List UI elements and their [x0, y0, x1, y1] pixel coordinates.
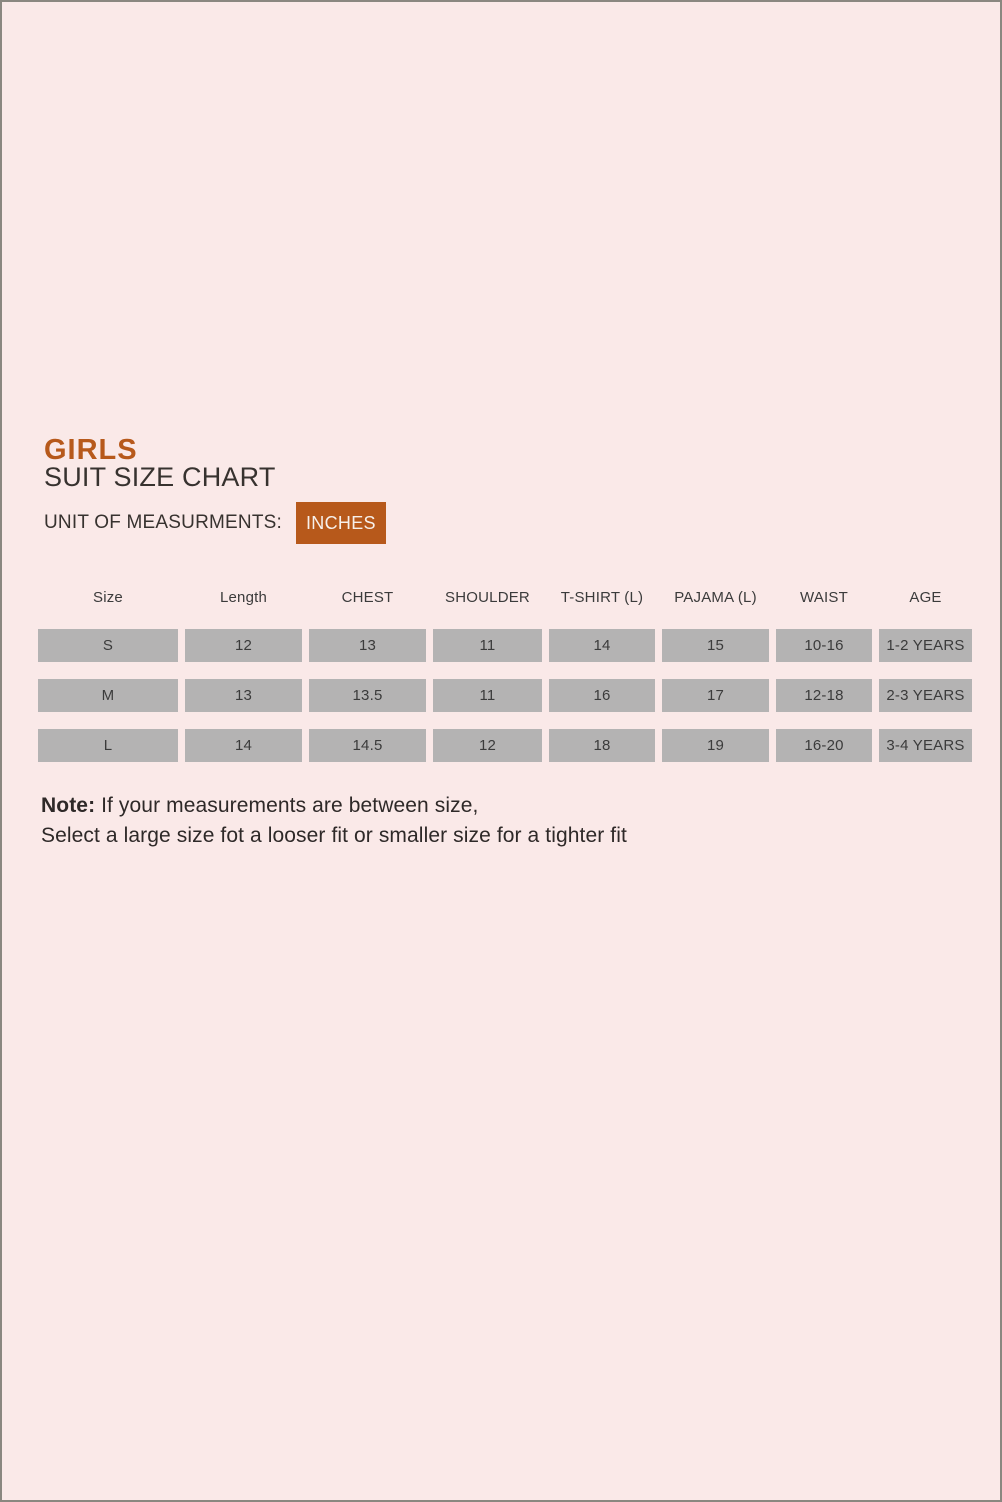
column-header-shoulder: SHOULDER — [445, 588, 530, 606]
page-title: GIRLS — [44, 434, 138, 466]
table-header-row — [38, 588, 972, 606]
table-cell: 14.5 — [309, 729, 426, 762]
table-cell: 11 — [433, 679, 542, 712]
unit-inches-badge[interactable]: INCHES — [296, 502, 386, 544]
column-header-size: Size — [93, 588, 123, 606]
unit-of-measurements-label: UNIT OF MEASURMENTS: — [44, 512, 282, 533]
note-line1: If your measurements are between size, — [101, 794, 479, 817]
table-cell: 14 — [549, 629, 655, 662]
table-cell: 13.5 — [309, 679, 426, 712]
note-text — [41, 791, 627, 851]
column-header-length: Length — [219, 588, 268, 606]
table-cell: 12-18 — [776, 679, 872, 712]
unit-of-measurements-row — [44, 502, 386, 544]
table-cell: S — [38, 629, 178, 662]
table-cell: 16-20 — [776, 729, 872, 762]
column-header-tshirt: T-SHIRT (L) — [560, 588, 644, 606]
table-cell: 15 — [662, 629, 769, 662]
table-cell: 3-4 YEARS — [879, 729, 972, 762]
table-cell: 13 — [309, 629, 426, 662]
table-cell: 1-2 YEARS — [879, 629, 972, 662]
table-row-l — [38, 729, 972, 762]
table-cell: 12 — [433, 729, 542, 762]
column-header-waist: WAIST — [800, 588, 848, 606]
table-cell: M — [38, 679, 178, 712]
table-cell: 10-16 — [776, 629, 872, 662]
note-line2: Select a large size fot a looser fit or smaller size for a tighter fit — [41, 824, 627, 847]
column-header-pajama: PAJAMA (L) — [674, 588, 757, 606]
table-cell: 14 — [185, 729, 302, 762]
table-cell: 18 — [549, 729, 655, 762]
table-cell: L — [38, 729, 178, 762]
table-cell: 19 — [662, 729, 769, 762]
table-cell: 13 — [185, 679, 302, 712]
table-cell: 17 — [662, 679, 769, 712]
table-cell: 12 — [185, 629, 302, 662]
column-header-chest: CHEST — [341, 588, 394, 606]
note-label: Note: — [41, 794, 96, 817]
table-row-m — [38, 679, 972, 712]
table-cell: 11 — [433, 629, 542, 662]
table-cell: 16 — [549, 679, 655, 712]
page-subtitle: SUIT SIZE CHART — [44, 462, 276, 492]
table-cell: 2-3 YEARS — [879, 679, 972, 712]
size-table — [38, 588, 972, 762]
column-header-age: AGE — [909, 588, 942, 606]
table-row-s — [38, 629, 972, 662]
